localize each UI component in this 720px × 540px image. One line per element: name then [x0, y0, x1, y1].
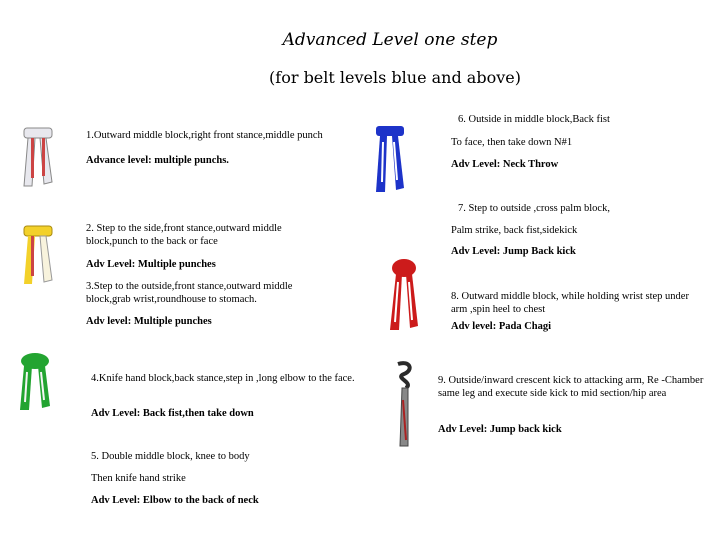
step-9-advanced: Adv Level: Jump back kick [438, 424, 562, 435]
step-1-text: 1.Outward middle block,right front stance,middle punch [86, 130, 323, 141]
step-2-advanced: Adv Level: Multiple punches [86, 259, 216, 270]
page-title: Advanced Level one step [282, 30, 498, 50]
step-5-text: 5. Double middle block, knee to body [91, 451, 250, 462]
step-6-advanced: Adv Level: Neck Throw [451, 159, 559, 170]
step-7-advanced: Adv Level: Jump Back kick [451, 246, 576, 257]
step-6-text-2: To face, then take down N#1 [451, 137, 573, 148]
step-1-advanced: Advance level: multiple punchs. [86, 155, 229, 166]
step-4-advanced: Adv Level: Back fist,then take down [91, 408, 254, 419]
blue-belt-icon [370, 122, 410, 196]
step-6-text: 6. Outside in middle block,Back fist [458, 114, 610, 125]
white-belt-icon [18, 124, 58, 190]
black-belt-icon [388, 360, 422, 450]
green-belt-icon [12, 352, 58, 414]
step-5-text-2: Then knife hand strike [91, 473, 186, 484]
step-8-advanced: Adv level: Pada Chagi [451, 321, 552, 332]
page-subtitle: (for belt levels blue and above) [269, 68, 521, 87]
step-5-advanced: Adv Level: Elbow to the back of neck [91, 495, 259, 506]
step-3-text: 3.Step to the outside,front stance,outward middle block,grab wrist,roundhouse to stomach. [86, 281, 293, 305]
step-4-text: 4.Knife hand block,back stance,step in ,long elbow to the face. [91, 373, 355, 384]
step-9-text: 9. Outside/inward crescent kick to attacking arm, Re -Chamber same leg and execute side kick to mid section/hip area [438, 375, 704, 399]
red-belt-icon [384, 258, 424, 334]
step-2-text: 2. Step to the side,front stance,outward middle block,punch to the back or face [86, 223, 282, 247]
yellow-belt-icon [18, 222, 58, 288]
step-3-advanced: Adv level: Multiple punches [86, 316, 212, 327]
step-7-text-2: Palm strike, back fist,sidekick [451, 225, 578, 236]
step-7-text: 7. Step to outside ,cross palm block, [458, 203, 610, 214]
step-8-text: 8. Outward middle block, while holding wrist step under arm ,spin heel to chest [451, 291, 689, 315]
